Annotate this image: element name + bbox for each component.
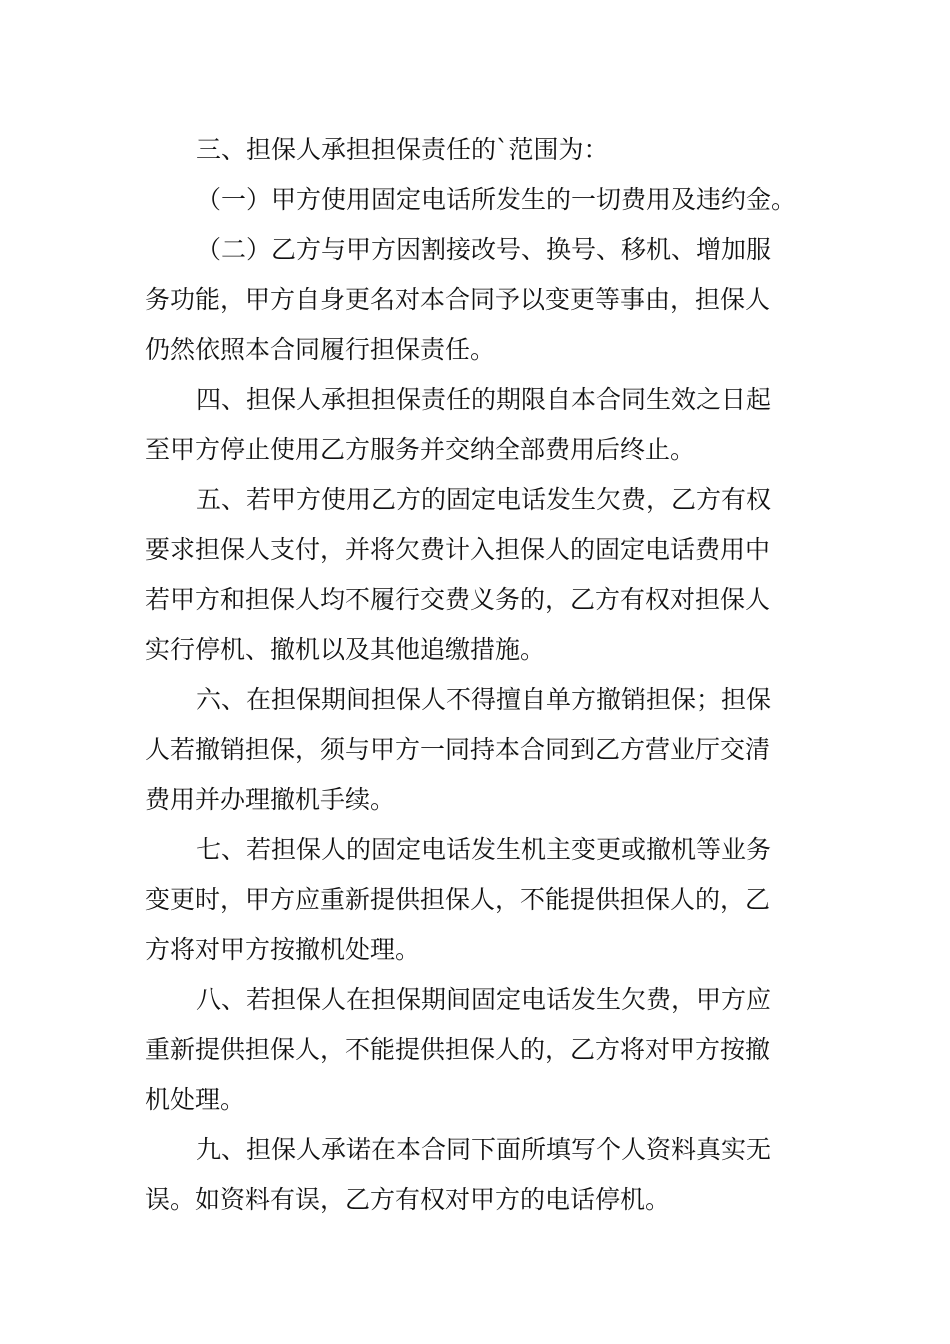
clause-7-line-2: 变更时，甲方应重新提供担保人，不能提供担保人的，乙 [145,885,771,914]
clause-9-line-2: 误。如资料有误，乙方有权对甲方的电话停机。 [145,1185,671,1214]
clause-6-line-1: 六、在担保期间担保人不得擅自单方撤销担保；担保 [196,685,772,714]
clause-3-item-2-line-2: 务功能，甲方自身更名对本合同予以变更等事由，担保人 [145,285,771,314]
clause-7-line-1: 七、若担保人的固定电话发生机主变更或撤机等业务 [196,835,772,864]
clause-3-item-1: （一）甲方使用固定电话所发生的一切费用及违约金。 [196,185,797,214]
clause-3-item-2-line-3: 仍然依照本合同履行担保责任。 [145,335,496,364]
clause-6-line-3: 费用并办理撤机手续。 [145,785,396,814]
clause-9-line-1: 九、担保人承诺在本合同下面所填写个人资料真实无 [196,1135,772,1164]
clause-6-line-2: 人若撤销担保，须与甲方一同持本合同到乙方营业厅交清 [145,735,771,764]
clause-8-line-3: 机处理。 [145,1085,246,1114]
clause-7-line-3: 方将对甲方按撤机处理。 [145,935,421,964]
clause-5-line-4: 实行停机、撤机以及其他追缴措施。 [145,635,546,664]
clause-5-line-3: 若甲方和担保人均不履行交费义务的，乙方有权对担保人 [145,585,771,614]
clause-5-line-2: 要求担保人支付，并将欠费计入担保人的固定电话费用中 [145,535,771,564]
clause-3-item-2-line-1: （二）乙方与甲方因割接改号、换号、移机、增加服 [196,235,772,264]
clause-3-heading: 三、担保人承担担保责任的`范围为： [196,135,609,164]
clause-5-line-1: 五、若甲方使用乙方的固定电话发生欠费，乙方有权 [196,485,772,514]
clause-4-line-1: 四、担保人承担担保责任的期限自本合同生效之日起 [196,385,772,414]
clause-8-line-2: 重新提供担保人，不能提供担保人的，乙方将对甲方按撤 [145,1035,771,1064]
clause-8-line-1: 八、若担保人在担保期间固定电话发生欠费，甲方应 [196,985,772,1014]
clause-4-line-2: 至甲方停止使用乙方服务并交纳全部费用后终止。 [145,435,696,464]
